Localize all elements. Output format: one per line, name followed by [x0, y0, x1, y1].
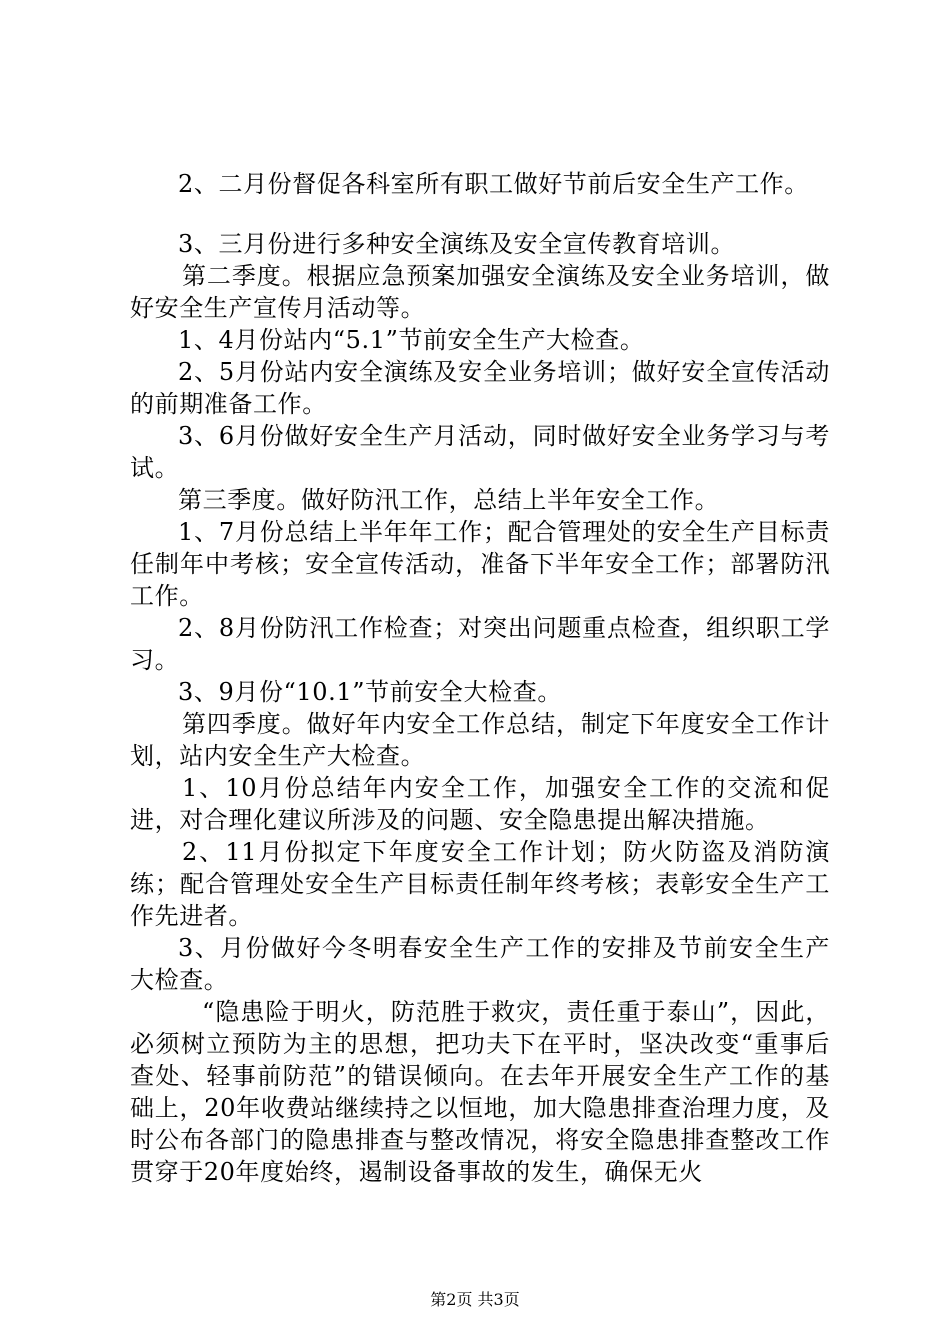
paragraph-sep: 3、9月份“10.1”节前安全大检查。: [178, 678, 562, 706]
document-body: [130, 168, 830, 1188]
paragraph-mar: 3、三月份进行多种安全演练及安全宣传教育培训。: [178, 230, 736, 258]
paragraph-q4: 第四季度。做好年内安全工作总结，制定下年度安全工作计划，站内安全生产大检查。: [130, 710, 830, 770]
paragraph-summary: “隐患险于明火，防范胜于救灾，责任重于泰山”，因此，必须树立预防为主的思想，把功夫下在平时，坚决改变“重事后查处、轻事前防范”的错误倾向。在去年开展安全生产工作的基础上，20年收费站继续持之以恒地，加大隐患排查治理力度，及时公布各部门的隐患排查与整改情况，将安全隐患排查整改工作贯穿于20年度始终，遏制设备事故的发生，确保无火: [130, 998, 830, 1186]
paragraph-jun: 3、6月份做好安全生产月活动，同时做好安全业务学习与考试。: [130, 422, 830, 482]
paragraph-apr: 1、4月份站内“5.1”节前安全生产大检查。: [178, 326, 645, 354]
paragraph-jul: 1、7月份总结上半年年工作；配合管理处的安全生产目标责任制年中考核；安全宣传活动，准备下半年安全工作；部署防汛工作。: [130, 518, 830, 610]
paragraph-q3: 第三季度。做好防汛工作，总结上半年安全工作。: [178, 486, 720, 514]
paragraph-oct: 1、10月份总结年内安全工作，加强安全工作的交流和促进，对合理化建议所涉及的问题、安全隐患提出解决措施。: [130, 774, 830, 834]
paragraph-feb: 2、二月份督促各科室所有职工做好节前后安全生产工作。: [178, 170, 809, 198]
paragraph-dec: 3、月份做好今冬明春安全生产工作的安排及节前安全生产大检查。: [130, 934, 830, 994]
paragraph-nov: 2、11月份拟定下年度安全工作计划；防火防盗及消防演练；配合管理处安全生产目标责任制年终考核；表彰安全生产工作先进者。: [130, 838, 830, 930]
paragraph-may: 2、5月份站内安全演练及安全业务培训；做好安全宣传活动的前期准备工作。: [130, 358, 830, 418]
paragraph-aug: 2、8月份防汛工作检查；对突出问题重点检查，组织职工学习。: [130, 614, 830, 674]
page-number-footer: 第2页 共3页: [430, 1290, 520, 1309]
paragraph-q2: 第二季度。根据应急预案加强安全演练及安全业务培训，做好安全生产宣传月活动等。: [130, 262, 830, 322]
